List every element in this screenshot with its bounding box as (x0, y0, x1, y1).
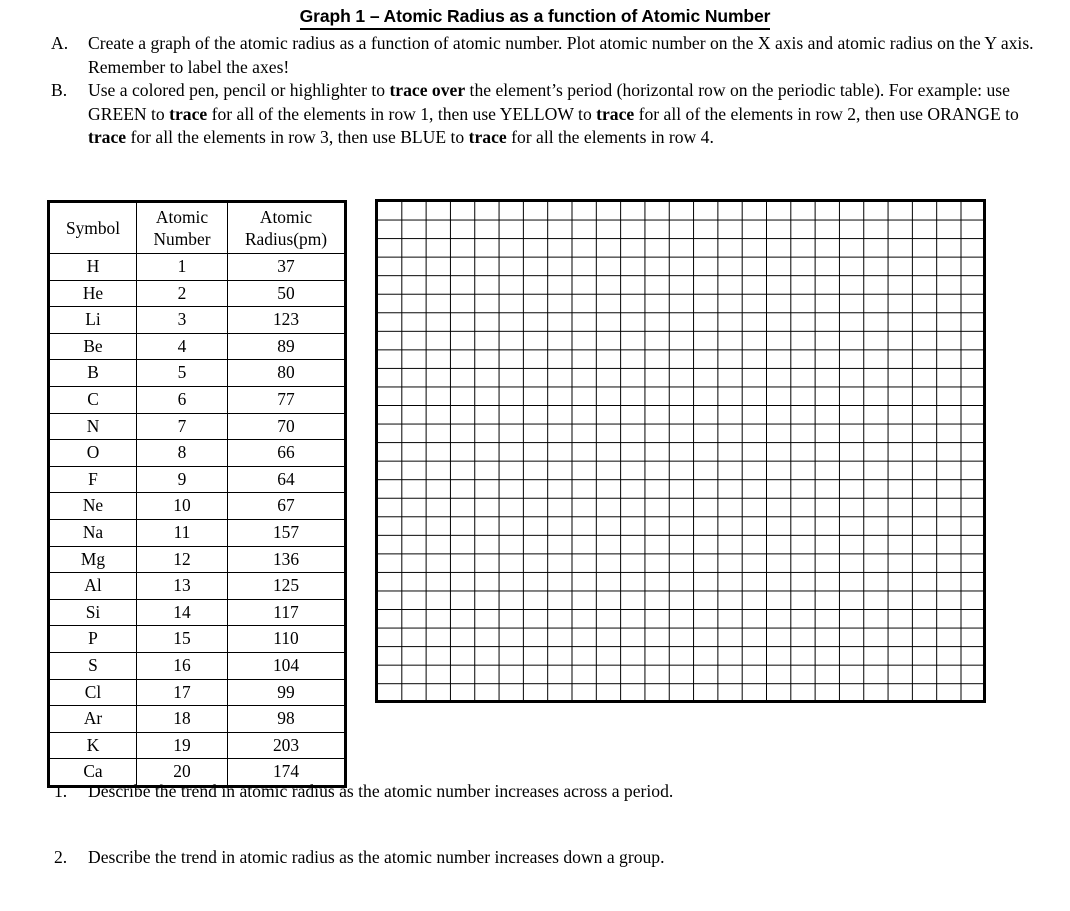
cell-atomic-number: 11 (137, 519, 228, 546)
cell-symbol: P (49, 626, 137, 653)
cell-atomic-number: 18 (137, 706, 228, 733)
table-row (49, 360, 346, 387)
table-row (49, 706, 346, 733)
cell-symbol: Ar (49, 706, 137, 733)
cell-atomic-number: 20 (137, 759, 228, 787)
table-body (49, 254, 346, 787)
cell-atomic-number: 8 (137, 440, 228, 467)
column-header-symbol (49, 202, 137, 254)
table-row (49, 599, 346, 626)
table-row (49, 440, 346, 467)
cell-atomic-number: 10 (137, 493, 228, 520)
instruction-item-a (48, 32, 1050, 79)
table-header-row (49, 202, 346, 254)
cell-atomic-number: 14 (137, 599, 228, 626)
cell-atomic-radius: 157 (228, 519, 346, 546)
atomic-data-table (47, 200, 347, 788)
column-header-atomic-number-line2: Number (153, 229, 211, 249)
cell-atomic-radius: 37 (228, 254, 346, 281)
table-row (49, 307, 346, 334)
cell-symbol: Li (49, 307, 137, 334)
table-row (49, 652, 346, 679)
column-header-atomic-number-line1: Atomic (155, 207, 209, 227)
question-marker-1: 1. (54, 781, 68, 801)
instruction-b-bold5: trace (468, 127, 507, 147)
instruction-marker-a: A. (51, 33, 69, 53)
graph-paper-grid[interactable] (375, 199, 986, 703)
column-header-atomic-number (137, 202, 228, 254)
table-row (49, 493, 346, 520)
cell-symbol: F (49, 466, 137, 493)
instruction-b-bold1: trace over (389, 80, 466, 100)
instruction-item-b (48, 79, 1050, 150)
column-header-atomic-radius (228, 202, 346, 254)
table-header (49, 202, 346, 254)
cell-symbol: Mg (49, 546, 137, 573)
cell-atomic-radius: 98 (228, 706, 346, 733)
column-header-atomic-radius-line1: Atomic (259, 207, 313, 227)
cell-atomic-radius: 203 (228, 732, 346, 759)
cell-atomic-radius: 50 (228, 280, 346, 307)
cell-atomic-radius: 64 (228, 466, 346, 493)
cell-symbol: O (49, 440, 137, 467)
instruction-b-bold4: trace (88, 127, 127, 147)
question-item-1 (48, 780, 1050, 804)
table-row (49, 466, 346, 493)
questions-list (48, 780, 1050, 911)
table-row (49, 519, 346, 546)
cell-atomic-radius: 99 (228, 679, 346, 706)
cell-atomic-radius: 70 (228, 413, 346, 440)
cell-atomic-number: 7 (137, 413, 228, 440)
page-title-container (0, 6, 1070, 30)
table-row (49, 546, 346, 573)
cell-atomic-number: 19 (137, 732, 228, 759)
cell-atomic-radius: 117 (228, 599, 346, 626)
cell-symbol: N (49, 413, 137, 440)
cell-symbol: H (49, 254, 137, 281)
cell-atomic-number: 15 (137, 626, 228, 653)
cell-atomic-number: 17 (137, 679, 228, 706)
instruction-text-b (88, 79, 1050, 150)
cell-atomic-radius: 136 (228, 546, 346, 573)
cell-symbol: Na (49, 519, 137, 546)
instruction-b-part3: for all of the elements in row 1, then use YELLOW to (207, 103, 597, 124)
cell-symbol: He (49, 280, 137, 307)
cell-atomic-number: 2 (137, 280, 228, 307)
cell-symbol: S (49, 652, 137, 679)
cell-atomic-radius: 110 (228, 626, 346, 653)
table-row (49, 254, 346, 281)
cell-symbol: C (49, 386, 137, 413)
cell-atomic-number: 6 (137, 386, 228, 413)
instruction-text-a: Create a graph of the atomic radius as a function of atomic number. Plot atomic number on the X axis and atomic radius on the Y axis. Remember to label the axes! (88, 33, 1034, 77)
cell-atomic-number: 4 (137, 333, 228, 360)
instruction-b-part6: for all the elements in row 4. (506, 127, 714, 147)
cell-atomic-number: 9 (137, 466, 228, 493)
cell-atomic-number: 16 (137, 652, 228, 679)
question-item-2 (48, 846, 1050, 870)
question-marker-2: 2. (54, 846, 68, 867)
table-row (49, 573, 346, 600)
question-text-2: Describe the trend in atomic radius as the atomic number increases down a group. (88, 846, 665, 867)
cell-symbol: B (49, 360, 137, 387)
instruction-b-part2: the element’s period (horizontal row on the periodic table). For example: use GREEN to (88, 80, 1010, 124)
cell-atomic-number: 1 (137, 254, 228, 281)
cell-atomic-radius: 77 (228, 386, 346, 413)
table-row (49, 280, 346, 307)
table-row (49, 413, 346, 440)
table-row (49, 333, 346, 360)
cell-atomic-radius: 125 (228, 573, 346, 600)
cell-symbol: K (49, 732, 137, 759)
column-header-symbol-line1: Symbol (65, 218, 121, 238)
page-title: Graph 1 – Atomic Radius as a function of Atomic Number (300, 6, 771, 30)
instructions-list (48, 32, 1050, 150)
question-text-1: Describe the trend in atomic radius as the atomic number increases across a period. (88, 781, 674, 801)
cell-atomic-number: 12 (137, 546, 228, 573)
cell-symbol: Al (49, 573, 137, 600)
instruction-b-part5: for all the elements in row 3, then use BLUE to (126, 127, 469, 147)
cell-symbol: Ca (49, 759, 137, 787)
cell-atomic-number: 5 (137, 360, 228, 387)
column-header-atomic-radius-line2: Radius(pm) (244, 229, 328, 249)
cell-atomic-radius: 67 (228, 493, 346, 520)
cell-atomic-radius: 104 (228, 652, 346, 679)
cell-atomic-radius: 123 (228, 307, 346, 334)
cell-atomic-radius: 89 (228, 333, 346, 360)
cell-atomic-number: 13 (137, 573, 228, 600)
cell-atomic-radius: 80 (228, 360, 346, 387)
cell-symbol: Ne (49, 493, 137, 520)
instruction-b-part1: Use a colored pen, pencil or highlighter to (88, 80, 390, 100)
instruction-marker-b: B. (51, 80, 68, 100)
cell-atomic-number: 3 (137, 307, 228, 334)
table-row (49, 386, 346, 413)
table-row (49, 732, 346, 759)
atomic-data-table-container (47, 200, 347, 788)
table-row (49, 679, 346, 706)
cell-symbol: Cl (49, 679, 137, 706)
cell-symbol: Si (49, 599, 137, 626)
instruction-b-bold3: trace (596, 103, 635, 124)
cell-symbol: Be (49, 333, 137, 360)
table-row (49, 626, 346, 653)
instruction-b-part4: for all of the elements in row 2, then use ORANGE to (634, 103, 1019, 124)
cell-atomic-radius: 66 (228, 440, 346, 467)
cell-atomic-radius: 174 (228, 759, 346, 787)
instruction-b-bold2: trace (169, 103, 208, 124)
